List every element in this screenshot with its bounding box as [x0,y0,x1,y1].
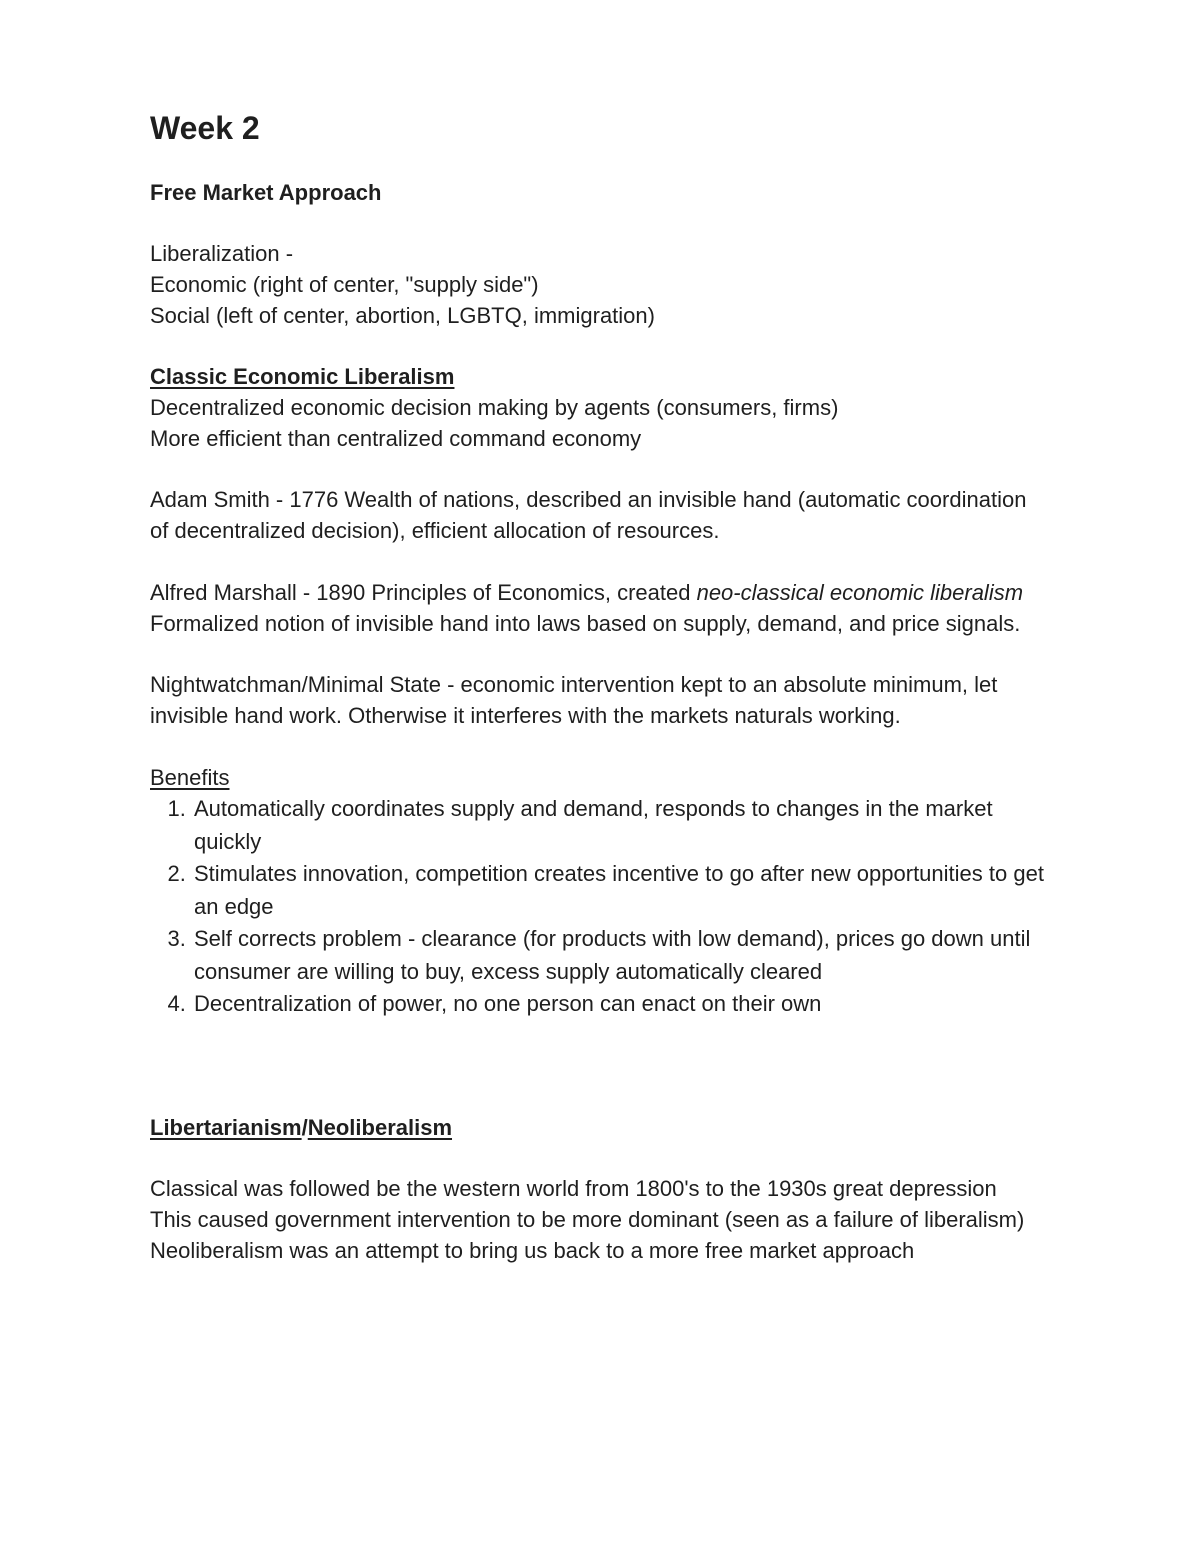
page-subtitle: Free Market Approach [150,180,382,205]
marshall-detail: Formalized notion of invisible hand into laws based on supply, demand, and price signals. [150,610,1021,636]
spacer [150,1144,1050,1175]
page-title: Week 2 [150,110,260,146]
benefits-heading: Benefits [150,764,230,790]
list-item: 4. Decentralization of power, no one person can enact on their own [192,988,1050,1021]
marshall-italic-term: neo-classical economic liberalism [696,579,1024,605]
spacer [150,547,1050,578]
classic-liberalism-heading: Classic Economic Liberalism [150,364,455,390]
liberalization-economic: Economic (right of center, "supply side") [150,271,539,297]
marshall-prefix: Alfred Marshall - 1890 Principles of Economics, created [150,579,697,605]
spacer [150,455,1050,486]
heading-libertarianism: Libertarianism [150,1114,302,1140]
neoliberalism-line-1: Classical was followed be the western world from 1800's to the 1930s great depression [150,1176,997,1202]
spacer [150,732,1050,763]
benefits-list [150,793,1050,1021]
neoliberalism-heading [150,1113,1050,1144]
classic-line-2: More efficient than centralized command economy [150,425,642,451]
heading-neoliberalism: Neoliberalism [307,1114,453,1140]
neoliberalism-line-3: Neoliberalism was an attempt to bring us back to a more free market approach [150,1238,915,1264]
spacer [150,639,1050,670]
list-item: 3. Self corrects problem - clearance (for products with low demand), prices go down until consumer are willing to buy, excess supply automatically cleared [192,923,1050,988]
spacer [150,331,1050,362]
liberalization-heading: Liberalization - [150,241,294,266]
alfred-marshall-paragraph [150,578,1050,609]
list-item: 2. Stimulates innovation, competition creates incentive to go after new opportunities to get an edge [192,858,1050,923]
nightwatchman-paragraph: Nightwatchman/Minimal State - economic intervention kept to an absolute minimum, let invisible hand work. Otherwise it interferes with the markets naturals working. [150,672,998,728]
heading-separator: / [301,1114,308,1140]
neoliberalism-line-2: This caused government intervention to be more dominant (seen as a failure of liberalism) [150,1207,1025,1233]
liberalization-social: Social (left of center, abortion, LGBTQ, immigration) [150,302,655,328]
spacer [150,1021,1050,1113]
adam-smith-paragraph: Adam Smith - 1776 Wealth of nations, described an invisible hand (automatic coordination of decentralized decision), efficient allocation of resources. [150,487,1027,544]
classic-line-1: Decentralized economic decision making by agents (consumers, firms) [150,394,839,420]
list-item: 1. Automatically coordinates supply and demand, responds to changes in the market quickly [192,793,1050,858]
